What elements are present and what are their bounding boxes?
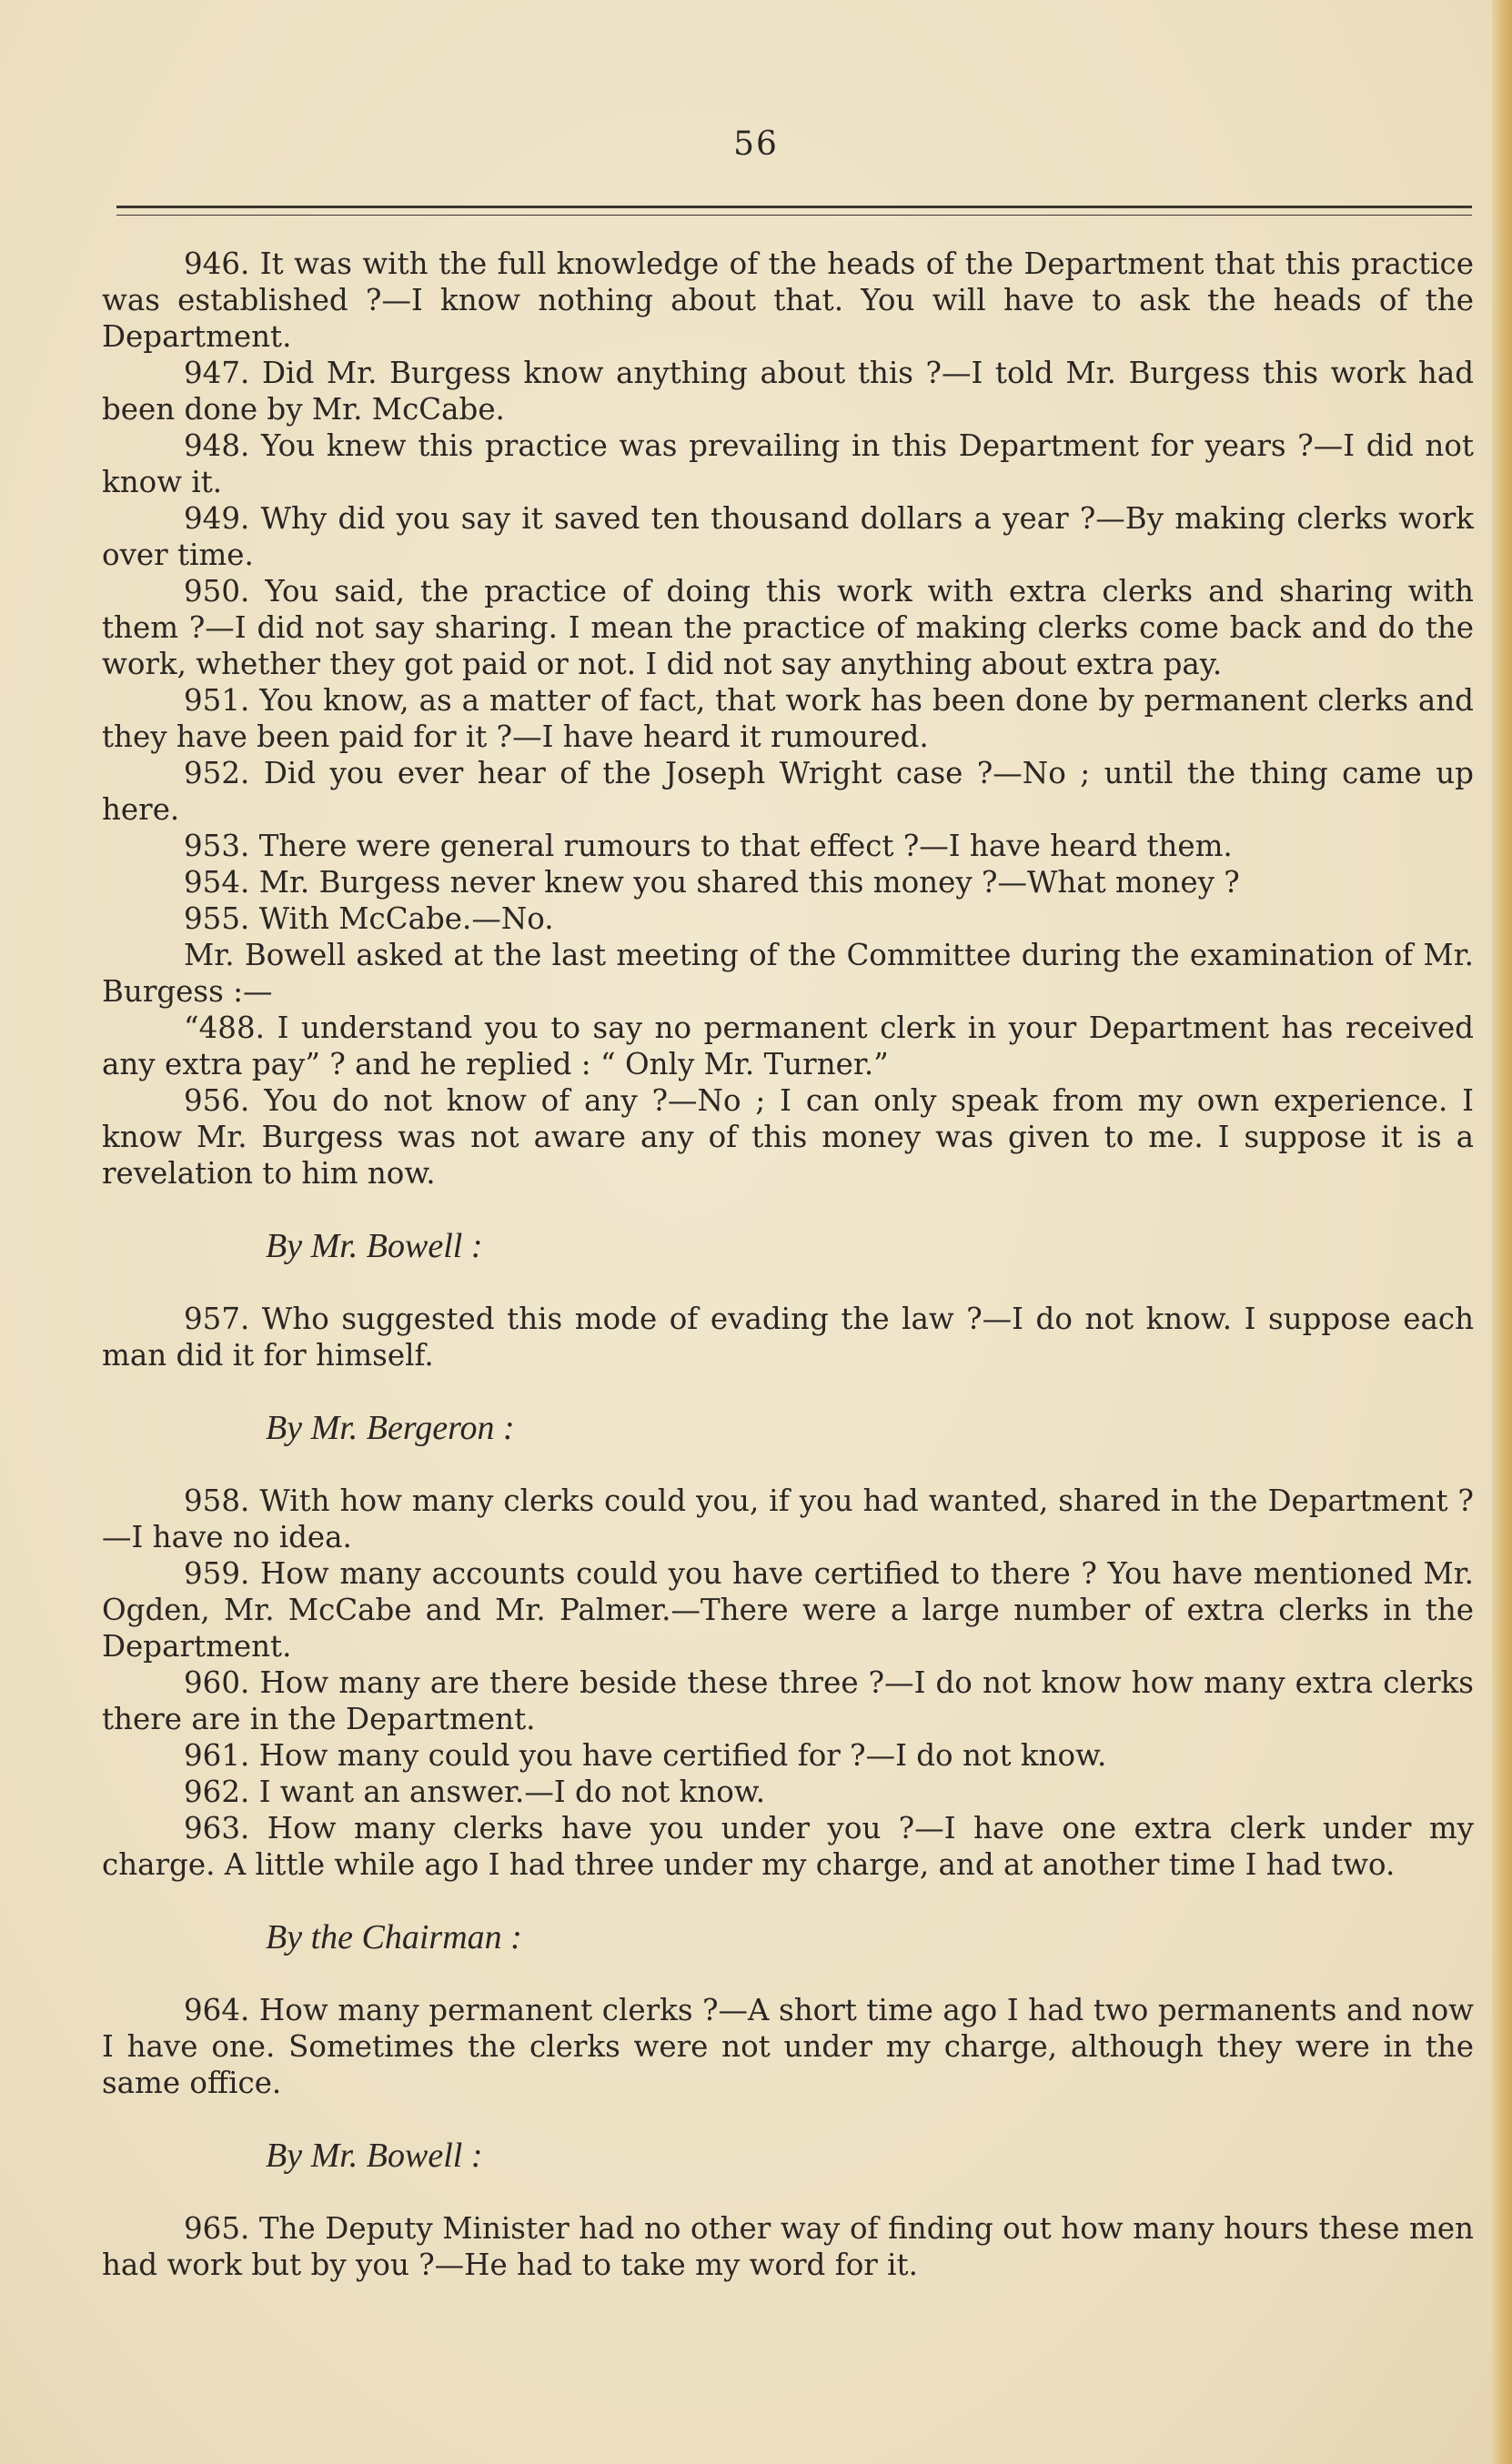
paragraph-947: 947. Did Mr. Burgess know anything about this ?—I told Mr. Burgess this work had been done by Mr. McCabe. (102, 356, 1474, 427)
paragraph-949: 949. Why did you say it saved ten thousand dollars a year ?—By making clerks work over time. (102, 501, 1474, 572)
page-edge (1492, 0, 1512, 2464)
paragraph-953: 953. There were general rumours to that effect ?—I have heard them. (184, 829, 1233, 863)
header-rule-thin (116, 215, 1472, 216)
speaker-heading-bowell-2: By Mr. Bowell : (266, 2137, 483, 2175)
speaker-heading-bergeron: By Mr. Bergeron : (266, 1409, 515, 1447)
paragraph-963: 963. How many clerks have you under you ?—I have one extra clerk under my charge. A little while ago I had three under my charge, and at another time I had two. (102, 1811, 1474, 1882)
speaker-heading-chairman: By the Chairman : (266, 1918, 522, 1956)
paragraph-quote-488: “488. I understand you to say no permanent clerk in your Department has received any extra pay” ? and he replied : “ Only Mr. Turner.” (102, 1011, 1474, 1081)
paragraph-951: 951. You know, as a matter of fact, that work has been done by permanent clerks and they have been paid for it ?—I have heard it rumoured. (102, 683, 1474, 754)
page-number: 56 (733, 126, 779, 163)
paragraph-962: 962. I want an answer.—I do not know. (184, 1775, 766, 1809)
paragraph-956: 956. You do not know of any ?—No ; I can only speak from my own experience. I know Mr. Burgess was not aware any of this money was given to me. I suppose it is a revelation to him now. (102, 1083, 1474, 1191)
paragraph-952: 952. Did you ever hear of the Joseph Wright case ?—No ; until the thing came up here. (102, 756, 1474, 827)
paragraph-958: 958. With how many clerks could you, if you had wanted, shared in the Department ?—I have no idea. (102, 1483, 1474, 1554)
paragraph-965: 965. The Deputy Minister had no other way of finding out how many hours these men had work but by you ?—He had to take my word for it. (102, 2211, 1474, 2282)
speaker-heading-bowell: By Mr. Bowell : (266, 1227, 483, 1265)
paragraph-964: 964. How many permanent clerks ?—A short time ago I had two permanents and now I have one. Sometimes the clerks were not under my charge, although they were in the same office. (102, 1993, 1474, 2100)
paragraph-957: 957. Who suggested this mode of evading the law ?—I do not know. I suppose each man did it for himself. (102, 1302, 1474, 1373)
paragraph-946: 946. It was with the full knowledge of the heads of the Department that this practice was established ?—I know nothing about that. You will have to ask the heads of the Department. (102, 246, 1474, 354)
paragraph-948: 948. You knew this practice was prevailing in this Department for years ?—I did not know it. (102, 428, 1474, 499)
paragraph-961: 961. How many could you have certified for ?—I do not know. (184, 1738, 1107, 1773)
paragraph-bowell-note: Mr. Bowell asked at the last meeting of the Committee during the examination of Mr. Burgess :— (102, 938, 1474, 1009)
paragraph-959: 959. How many accounts could you have certified to there ? You have mentioned Mr. Ogden, Mr. McCabe and Mr. Palmer.—There were a large number of extra clerks in the Department. (102, 1556, 1474, 1664)
document-body (102, 246, 1474, 2283)
paragraph-960: 960. How many are there beside these three ?—I do not know how many extra clerks there are in the Department. (102, 1665, 1474, 1736)
paragraph-950: 950. You said, the practice of doing this work with extra clerks and sharing with them ?—I did not say sharing. I mean the practice of making clerks come back and do the work, whether they got paid or not. I did not say anything about extra pay. (102, 574, 1474, 681)
header-rule-thick (116, 206, 1472, 208)
paragraph-954: 954. Mr. Burgess never knew you shared this money ?—What money ? (184, 865, 1240, 900)
paragraph-955: 955. With McCabe.—No. (184, 901, 554, 936)
